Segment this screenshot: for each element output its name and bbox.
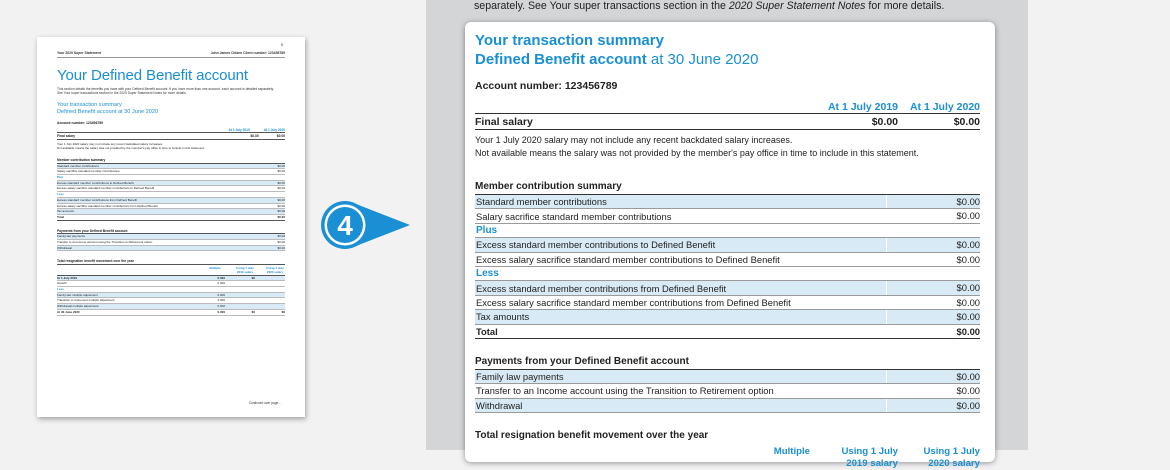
thumb-member-label: Less bbox=[57, 192, 64, 197]
thumb-member-row bbox=[57, 215, 285, 221]
thumb-movement-c1: 0.000 bbox=[217, 281, 225, 286]
summary-heading: Your transaction summary bbox=[57, 102, 122, 109]
zoom-member-label: Plus bbox=[476, 224, 498, 236]
zoom-member-row bbox=[475, 224, 980, 238]
zoom-salary-note-2: Not available means the salary was not provided by the member's pay office in time to include in this statement. bbox=[475, 148, 919, 158]
intro-text: This section details the benefits you have with your Defined Benefit account. If you have more than one account, each account is detailed separately. See Your super transactions section in the 2020 Super Statement Notes for more details. bbox=[57, 86, 274, 95]
thumb-member-label: Excess salary sacrifice standard member contributions to Defined Benefit bbox=[57, 186, 155, 191]
final-salary-row bbox=[57, 132, 285, 140]
thumb-payment-value: $0.00 bbox=[277, 240, 285, 245]
zoom-member-label: Standard member contributions bbox=[475, 196, 886, 207]
thumb-movement-c1: 0.000 bbox=[217, 309, 225, 314]
zoom-mv-col-2020-l2: 2020 salary bbox=[928, 458, 980, 470]
thumb-movement-c0: Less bbox=[57, 287, 64, 292]
zoom-member-label: Tax amounts bbox=[475, 311, 886, 322]
mv-col-2020: Using 1 July 2020 salary bbox=[266, 266, 284, 274]
zoom-member-value: $0.00 bbox=[886, 209, 980, 222]
member-contribution-table bbox=[57, 164, 285, 221]
thumb-movement-c0: Growth bbox=[57, 281, 67, 286]
thumb-member-label: Standard member contributions bbox=[57, 163, 99, 168]
zoom-mv-col-2020 bbox=[898, 446, 980, 470]
zoom-final-salary-2020: $0.00 bbox=[953, 115, 980, 128]
page-number: 5 bbox=[280, 42, 283, 47]
zoom-payment-value: $0.00 bbox=[886, 399, 980, 412]
thumb-movement-c1 bbox=[199, 287, 225, 292]
zoom-member-row bbox=[475, 267, 980, 281]
thumb-member-value: $0.00 bbox=[277, 209, 285, 214]
zoom-intro-tail bbox=[474, 0, 944, 12]
zoom-movement-column-headers bbox=[475, 446, 980, 470]
zoom-member-label: Excess salary sacrifice standard member contributions to Defined Benefit bbox=[476, 253, 780, 265]
zoom-final-salary-label: Final salary bbox=[475, 115, 533, 128]
thumb-member-value: $0.00 bbox=[277, 197, 285, 202]
zoom-member-value bbox=[886, 224, 980, 237]
zoom-mv-col-multiple: Multiple bbox=[773, 446, 810, 458]
continued-note: Continued over page... bbox=[248, 401, 281, 405]
col-header-2019: At 1 July 2019 bbox=[228, 127, 250, 132]
zoom-member-value: $0.00 bbox=[886, 325, 980, 338]
movement-table bbox=[57, 275, 285, 316]
thumb-payment-value: $0.00 bbox=[277, 245, 285, 250]
zoom-payment-label: Transfer to an Income account using the Transition to Retirement option bbox=[476, 385, 774, 397]
right-margin bbox=[1028, 0, 1170, 450]
zoom-intro-em: 2020 Super Statement Notes bbox=[728, 0, 866, 12]
zoom-final-salary-2019: $0.00 bbox=[871, 115, 898, 128]
thumb-movement-c0: At 1 July 2019 bbox=[57, 275, 78, 280]
zoom-intro-a: separately. See Your super transactions section in the bbox=[474, 0, 729, 12]
zoom-payment-label: Withdrawal bbox=[475, 400, 886, 411]
thumb-member-label: Excess standard member contributions from Defined Benefit bbox=[57, 197, 138, 202]
zoom-member-row bbox=[475, 310, 980, 324]
zoom-mv-col-2019-l2: 2019 salary bbox=[846, 458, 898, 470]
thumb-member-label: Plus bbox=[57, 175, 64, 180]
zoom-payment-value: $0.00 bbox=[886, 370, 980, 383]
thumb-movement-c1: 0.000 bbox=[217, 298, 225, 303]
salary-note-1: Your 1 July 2020 salary may not include any recent backdated salary increases. bbox=[57, 141, 163, 146]
zoom-member-label: Excess salary sacrifice standard member contributions from Defined Benefit bbox=[476, 296, 791, 308]
zoom-movement-heading: Total resignation benefit movement over the year bbox=[475, 430, 709, 442]
final-salary-label: Final salary bbox=[57, 134, 76, 139]
zoom-member-row bbox=[475, 195, 980, 209]
thumb-movement-c3 bbox=[255, 281, 285, 286]
header-right: John James Citizen Client number: 123456789 bbox=[210, 51, 285, 55]
thumb-movement-c3 bbox=[255, 276, 285, 281]
zoomed-transaction-summary bbox=[465, 22, 995, 470]
thumb-member-value: $0.00 bbox=[277, 186, 285, 191]
zoom-member-label: Excess standard member contributions to Defined Benefit bbox=[475, 239, 886, 250]
thumb-payment-value: $0.00 bbox=[277, 234, 285, 239]
final-salary-2020: $0.00 bbox=[276, 134, 285, 139]
zoom-member-label: Excess standard member contributions from Defined Benefit bbox=[475, 283, 886, 294]
salary-column-headers bbox=[57, 128, 285, 132]
final-salary-2019: $0.00 bbox=[250, 134, 259, 139]
zoom-member-contribution-table bbox=[475, 195, 980, 339]
zoom-mv-col-2020-l1: Using 1 July bbox=[923, 446, 980, 458]
thumb-movement-c2 bbox=[225, 304, 255, 309]
member-contribution-heading: Member contribution summary bbox=[57, 158, 285, 164]
zoom-member-row bbox=[475, 253, 980, 267]
thumb-movement-c0: Family law multiple adjustment bbox=[57, 292, 98, 297]
header-left: Your 2020 Super Statement bbox=[57, 51, 101, 55]
zoom-summary-subheading bbox=[475, 50, 980, 70]
thumb-member-label: Tax amounts bbox=[57, 209, 75, 214]
thumb-payment-label: Transfer to an Income account using the Transition to Retirement option bbox=[57, 240, 153, 245]
zoom-intro-b: for more details. bbox=[865, 0, 945, 12]
zoom-salary-notes bbox=[475, 134, 980, 160]
thumb-movement-c0: Withdrawal multiple adjustment bbox=[57, 304, 99, 309]
movement-heading: Total resignation benefit movement over the year bbox=[57, 259, 285, 265]
mv-col-multiple: Multiple bbox=[209, 266, 221, 271]
zoom-member-row bbox=[475, 209, 980, 223]
zoom-payments-table bbox=[475, 370, 980, 413]
zoom-payment-value: $0.00 bbox=[886, 384, 980, 397]
zoom-member-row bbox=[475, 238, 980, 252]
thumb-payment-row bbox=[57, 246, 285, 252]
thumb-payment-label: Withdrawal bbox=[57, 245, 72, 250]
zoom-summary-heading: Your transaction summary bbox=[475, 32, 664, 49]
col-header-2020: At 1 July 2020 bbox=[263, 127, 285, 132]
thumb-movement-c2: $0 bbox=[251, 309, 255, 314]
thumb-movement-row bbox=[57, 310, 285, 316]
thumb-member-value: $0.00 bbox=[277, 163, 285, 168]
thumb-movement-c3 bbox=[255, 293, 285, 298]
zoom-member-row bbox=[475, 281, 980, 295]
zoom-member-value: $0.00 bbox=[886, 253, 980, 266]
thumb-movement-c3 bbox=[255, 298, 285, 303]
thumb-movement-c0: Transition to retirement multiple adjustment bbox=[57, 298, 115, 303]
zoom-member-row bbox=[475, 296, 980, 310]
thumb-member-value: $0.00 bbox=[277, 169, 285, 174]
thumb-member-label: Total bbox=[57, 214, 64, 219]
thumb-movement-c2 bbox=[225, 281, 255, 286]
salary-notes bbox=[57, 142, 285, 150]
zoom-member-value: $0.00 bbox=[886, 281, 980, 294]
payments-heading: Payments from your Defined Benefit account bbox=[57, 229, 285, 235]
zoom-member-value: $0.00 bbox=[886, 310, 980, 323]
zoom-member-value: $0.00 bbox=[886, 296, 980, 309]
zoom-final-salary-row bbox=[475, 113, 980, 130]
thumb-member-label: Excess salary sacrifice standard member contributions from Defined Benefit bbox=[57, 203, 158, 208]
zoom-salary-note-1: Your 1 July 2020 salary may not include any recent backdated salary increases. bbox=[475, 135, 793, 145]
thumb-member-value: $0.00 bbox=[277, 214, 285, 219]
zoom-mv-col-2019 bbox=[820, 446, 898, 470]
payments-table bbox=[57, 234, 285, 251]
thumb-member-value: $0.00 bbox=[277, 203, 285, 208]
zoom-member-value: $0.00 bbox=[886, 238, 980, 251]
zoom-col-2020: At 1 July 2020 bbox=[909, 101, 980, 113]
zoom-sub-rest: at 30 June 2020 bbox=[646, 51, 759, 68]
zoom-payment-row bbox=[475, 384, 980, 398]
movement-column-headers bbox=[57, 267, 285, 275]
zoom-account-number: Account number: 123456789 bbox=[475, 80, 618, 92]
step-4-arrow-icon bbox=[318, 198, 418, 252]
thumb-movement-c2: $0 bbox=[251, 275, 255, 280]
zoom-payment-row bbox=[475, 399, 980, 413]
thumb-member-label: Excess standard member contributions to Defined Benefit bbox=[57, 180, 134, 185]
thumb-movement-c3 bbox=[255, 304, 285, 309]
thumb-movement-c0: At 30 June 2020 bbox=[57, 309, 80, 314]
zoom-salary-column-headers bbox=[475, 101, 980, 113]
thumb-member-label: Salary sacrifice standard member contributions bbox=[57, 169, 120, 174]
salary-note-2: Not available means the salary was not provided by the member's pay office in time to include in this statement. bbox=[57, 145, 205, 150]
summary-subheading: Defined Benefit account at 30 June 2020 bbox=[57, 108, 159, 115]
thumb-movement-c1: 0.000 bbox=[217, 292, 225, 297]
thumb-movement-c1: 0.000 bbox=[217, 304, 225, 309]
mv-col-2019: Using 1 July 2019 salary bbox=[236, 266, 254, 274]
thumb-member-value: $0.00 bbox=[277, 180, 285, 185]
thumb-movement-c2 bbox=[225, 298, 255, 303]
zoom-member-row bbox=[475, 325, 980, 339]
statement-page-thumbnail bbox=[37, 37, 305, 417]
thumb-movement-c3 bbox=[255, 287, 285, 292]
page-header bbox=[57, 51, 285, 58]
zoom-member-label: Total bbox=[476, 325, 498, 337]
zoom-sub-bold: Defined Benefit account bbox=[475, 51, 647, 68]
zoom-member-label: Less bbox=[476, 268, 499, 280]
zoom-member-value bbox=[886, 267, 980, 280]
zoom-payment-row bbox=[475, 370, 980, 384]
zoom-payments-heading: Payments from your Defined Benefit account bbox=[475, 356, 980, 370]
zoom-mv-col-2019-l1: Using 1 July bbox=[841, 446, 898, 458]
thumb-movement-c3: $0 bbox=[281, 309, 285, 314]
thumb-movement-c1: 0.000 bbox=[217, 275, 225, 280]
zoom-member-contribution-heading: Member contribution summary bbox=[475, 181, 980, 195]
zoom-col-2019: At 1 July 2019 bbox=[827, 101, 898, 113]
thumb-movement-c2 bbox=[225, 293, 255, 298]
thumb-payment-label: Family law payments bbox=[57, 234, 86, 239]
zoom-member-label: Salary sacrifice standard member contributions bbox=[476, 210, 672, 222]
step-number: 4 bbox=[337, 210, 353, 241]
account-number: Account number: 123456789 bbox=[57, 120, 103, 125]
zoom-payment-label: Family law payments bbox=[475, 371, 886, 382]
thumb-movement-c2 bbox=[225, 287, 255, 292]
zoom-member-value: $0.00 bbox=[886, 195, 980, 208]
page-title: Your Defined Benefit account bbox=[57, 66, 248, 84]
